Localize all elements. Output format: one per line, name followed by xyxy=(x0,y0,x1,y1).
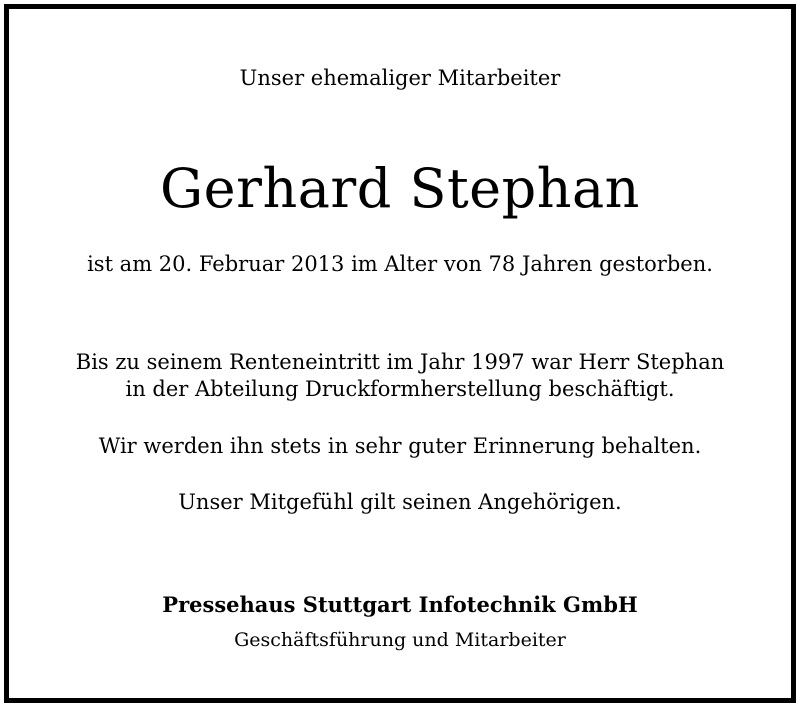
deceased-name: Gerhard Stephan xyxy=(160,157,640,220)
sympathy-text: Unser Mitgefühl gilt seinen Angehörigen. xyxy=(178,490,622,514)
career-text-line-2: in der Abteilung Druckformherstellung beschäftigt. xyxy=(125,377,675,401)
memory-text: Wir werden ihn stets in sehr guter Erinnerung behalten. xyxy=(98,434,702,458)
intro-text: Unser ehemaliger Mitarbeiter xyxy=(239,66,561,90)
company-department: Geschäftsführung und Mitarbeiter xyxy=(234,629,566,651)
career-text-line-1: Bis zu seinem Renteneintritt im Jahr 1997 war Herr Stephan xyxy=(75,350,725,374)
company-name: Pressehaus Stuttgart Infotechnik GmbH xyxy=(162,592,638,617)
death-statement: ist am 20. Februar 2013 im Alter von 78 Jahren gestorben. xyxy=(87,252,713,276)
obituary-frame xyxy=(4,4,796,703)
